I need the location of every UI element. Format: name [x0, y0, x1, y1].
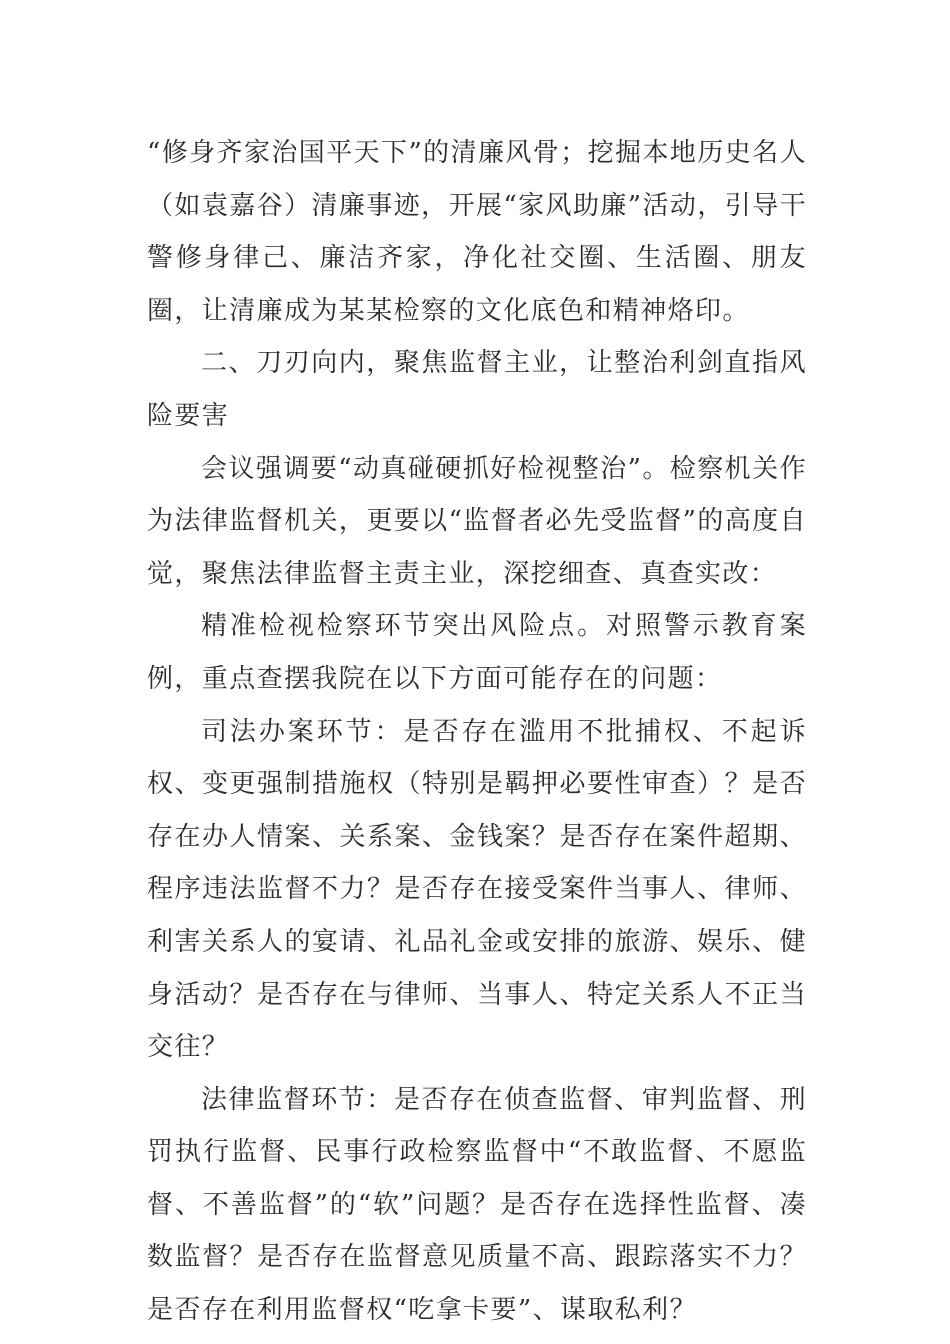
document-body	[147, 127, 807, 1337]
section-heading: 二、刀刃向内，聚焦监督主业，让整治利剑直指风险要害	[147, 348, 807, 431]
paragraph-legal-supervision: 法律监督环节：是否存在侦查监督、审判监督、刑罚执行监督、民事行政检察监督中“不敢监督、不愿监督、不善监督”的“软”问题？是否存在选择性监督、凑数监督？是否存在监督意见质量不高、跟踪落实不力？是否存在利用监督权“吃拿卡要”、谋取私利？	[147, 1084, 807, 1326]
paragraph-continuation: “修身齐家治国平天下”的清廉风骨；挖掘本地历史名人（如袁嘉谷）清廉事迹，开展“家风助廉”活动，引导干警修身律己、廉洁齐家，净化社交圈、生活圈、朋友圈，让清廉成为某某检察的文化底色和精神烙印。	[147, 138, 807, 326]
paragraph-risk-check: 精准检视检察环节突出风险点。对照警示教育案例，重点查摆我院在以下方面可能存在的问题：	[147, 611, 807, 694]
paragraph-meeting-emphasis: 会议强调要“动真碰硬抓好检视整治”。检察机关作为法律监督机关，更要以“监督者必先受监督”的高度自觉，聚焦法律监督主责主业，深挖细查、真查实改：	[147, 453, 807, 589]
paragraph-judicial-handling: 司法办案环节：是否存在滥用不批捕权、不起诉权、变更强制措施权（特别是羁押必要性审查）？是否存在办人情案、关系案、金钱案？是否存在案件超期、程序违法监督不力？是否存在接受案件当事人、律师、利害关系人的宴请、礼品礼金或安排的旅游、娱乐、健身活动？是否存在与律师、当事人、特定关系人不正当交往？	[147, 716, 807, 1063]
